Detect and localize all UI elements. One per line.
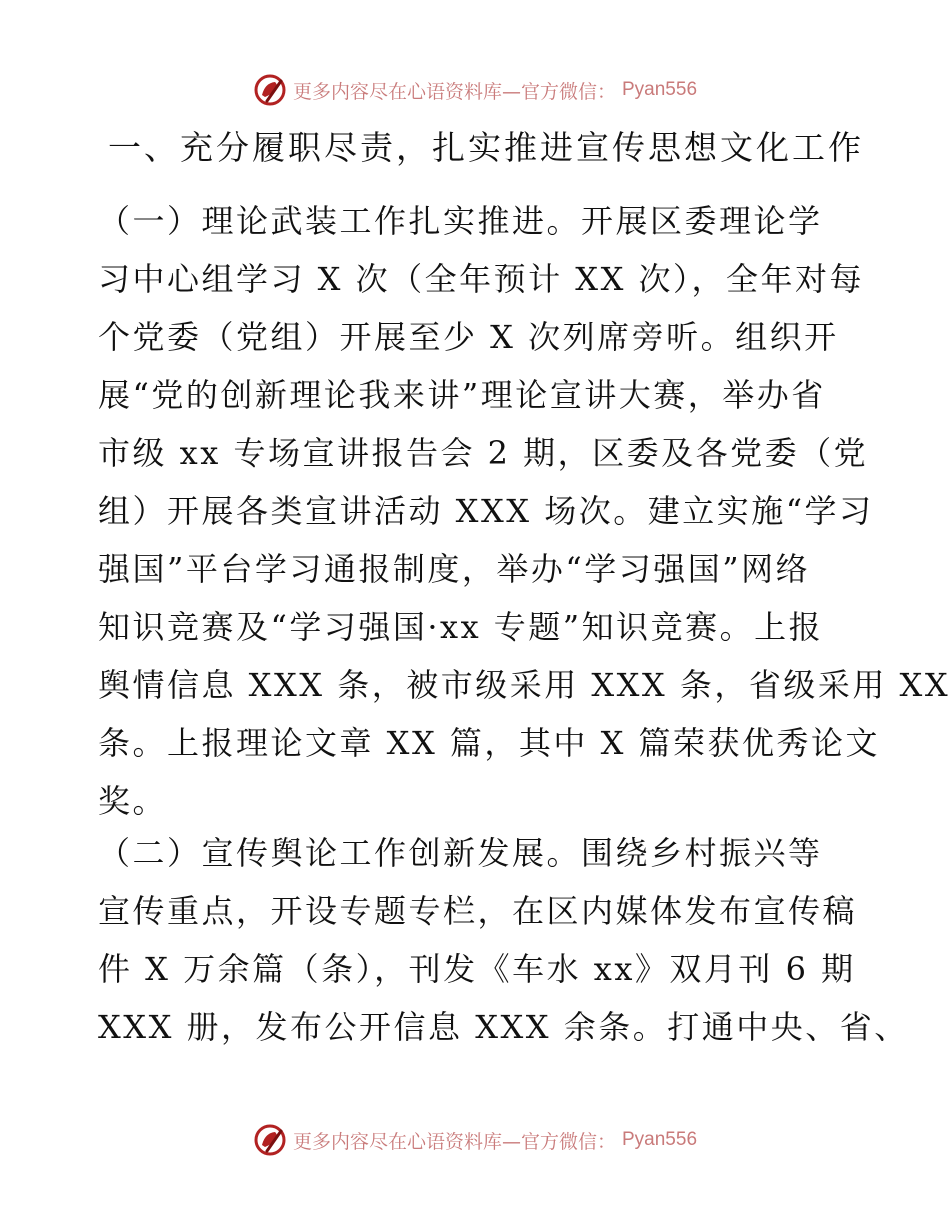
brain-pen-logo-icon — [253, 1123, 287, 1157]
text-line: 市级 xx 专场宣讲报告会 2 期，区委及各党委（党 — [98, 434, 869, 472]
text-line: 强国”平台学习通报制度，举办“学习强国”网络 — [98, 550, 811, 588]
text-line: （一）理论武装工作扎实推进。开展区委理论学 — [98, 202, 823, 240]
text-line: 展“党的创新理论我来讲”理论宣讲大赛，举办省 — [98, 376, 826, 414]
watermark-text: 更多内容尽在心语资料库—官方微信： — [292, 1130, 616, 1153]
text-line: （二）宣传舆论工作创新发展。围绕乡村振兴等 — [98, 834, 823, 872]
text-line: 舆情信息 XXX 条，被市级采用 XXX 条，省级采用 XX — [98, 666, 950, 704]
text-line: XXX 册，发布公开信息 XXX 余条。打通中央、省、 — [98, 1008, 909, 1046]
paragraph-theory — [98, 192, 950, 830]
watermark-header — [0, 70, 950, 110]
watermark-wechat-id: Pyan556 — [622, 1129, 698, 1150]
text-line: 个党委（党组）开展至少 X 次列席旁听。组织开 — [98, 318, 839, 356]
text-line: 知识竞赛及“学习强国·xx 专题”知识竞赛。上报 — [98, 608, 824, 646]
paragraph-publicity — [98, 824, 909, 1056]
watermark-wechat-id: Pyan556 — [622, 79, 698, 100]
text-line: 习中心组学习 X 次（全年预计 XX 次），全年对每 — [98, 260, 865, 298]
watermark-footer — [0, 1120, 950, 1160]
section-heading: 一、充分履职尽责，扎实推进宣传思想文化工作 — [108, 128, 864, 167]
text-line: 奖。 — [98, 782, 168, 820]
text-line: 条。上报理论文章 XX 篇，其中 X 篇荣获优秀论文 — [98, 724, 881, 762]
text-line: 件 X 万余篇（条），刊发《车水 xx》双月刊 6 期 — [98, 950, 856, 988]
text-line: 宣传重点，开设专题专栏，在区内媒体发布宣传稿 — [98, 892, 858, 930]
brain-pen-logo-icon — [253, 73, 287, 107]
text-line: 组）开展各类宣讲活动 XXX 场次。建立实施“学习 — [98, 492, 874, 530]
watermark-text: 更多内容尽在心语资料库—官方微信： — [292, 80, 616, 103]
